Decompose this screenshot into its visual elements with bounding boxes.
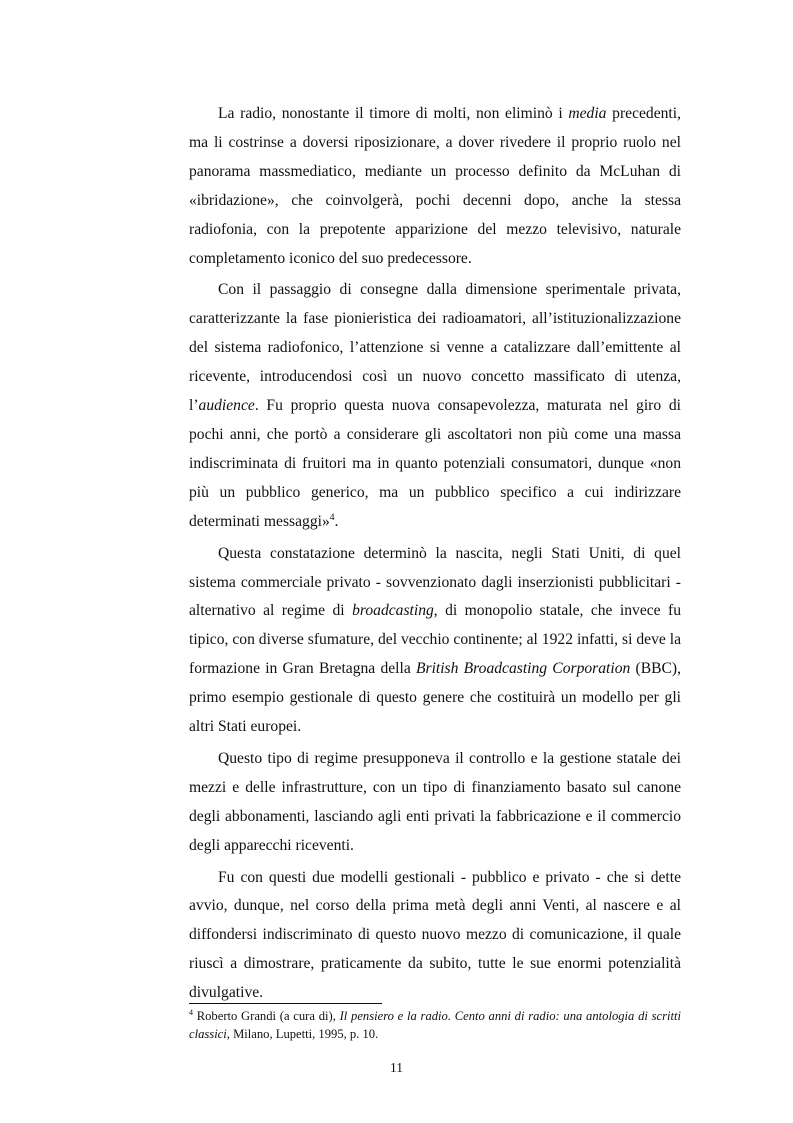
paragraph-3-text-cont: , di monopolio statale, che invece fu tipico, con diverse sfumature, del vecchio continente; al 1922 infatti, si deve la formazione in Gran Bretagna della xyxy=(189,602,681,678)
footnote-title: Il pensiero e la radio. Cento anni di radio: una antologia di scritti classici xyxy=(189,1009,682,1041)
paragraph-3-text: Questa constatazione determinò la nascita, negli Stati Uniti, di quel sistema commerciale privato - sovvenzionato dagli inserzionisti pubblicitari - alternativo al regime di xyxy=(189,544,681,620)
body-text xyxy=(189,100,681,1008)
paragraph-2-end: . xyxy=(334,512,339,530)
footnote-separator xyxy=(189,1003,382,1004)
footnote-text: Roberto Grandi (a cura di), xyxy=(193,1009,340,1023)
footnote-text-end: , Milano, Lupetti, 1995, p. 10. xyxy=(226,1026,379,1041)
italic-term-audience: audience xyxy=(198,397,255,415)
footnote-marker: 4 xyxy=(189,1007,193,1017)
paragraph-1-text-cont: precedenti, ma li costrinse a doversi riposizionare, a dover rivedere il proprio ruolo nel panorama massmediatico, mediante un processo definito da McLuhan di «ibridazione», che coinvolgerà, pochi decenni dopo, anche la stessa radiofonia, con la prepotente apparizione del mezzo televisivo, naturale completamento iconico del suo predecessore. xyxy=(189,105,681,267)
footnote-reference: 4 xyxy=(329,512,335,523)
italic-term-media: media xyxy=(568,105,607,122)
paragraph-4-text: Questo tipo di regime presupponeva il controllo e la gestione statale dei mezzi e delle infrastrutture, con un tipo di finanziamento basato sul canone degli abbonamenti, lasciando agli enti privati la fabbricazione e il commercio degli apparecchi riceventi. xyxy=(189,749,681,854)
paragraph-2-text: Con il passaggio di consegne dalla dimensione sperimentale privata, caratterizzante la fase pionieristica dei radioamatori, all’istituzionalizzazione del sistema radiofonico, l’attenzione si venne a catalizzare dall’emittente al ricevente, introducendosi così un nuovo concetto massificato di utenza, l’ xyxy=(189,281,681,415)
paragraph-2-text-cont: . Fu proprio questa nuova consapevolezza, maturata nel giro di pochi anni, che portò a considerare gli ascoltatori non più come una massa indiscriminata di fruitori ma in quanto potenziali consumatori, dunque «non più un pubblico generico, ma un pubblico specifico a cui indirizzare determinati messaggi» xyxy=(189,397,681,530)
paragraph-1-text: La radio, nonostante il timore di molti, non eliminò i xyxy=(218,105,569,122)
paragraph-5-text: Fu con questi due modelli gestionali - pubblico e privato - che si dette avvio, dunque, nel corso della prima metà degli anni Venti, al nascere e al diffondersi indiscriminato di questo nuovo mezzo di comunicazione, il quale riuscì a dimostrare, praticamente da subito, tutte le sue enormi potenzialità divulgative. xyxy=(189,868,681,1002)
page-number: 11 xyxy=(390,1060,403,1075)
paragraph-3 xyxy=(189,540,681,742)
paragraph-2 xyxy=(189,276,681,536)
italic-term-broadcasting: broadcasting xyxy=(352,602,434,620)
italic-term-bbc: British Broadcasting Corporation xyxy=(415,660,631,678)
paragraph-5 xyxy=(189,864,681,1009)
paragraph-3-end: (BBC), primo esempio gestionale di questo genere che costituirà un modello per gli altri Stati europei. xyxy=(189,660,681,736)
paragraph-1 xyxy=(189,100,681,273)
footnote xyxy=(189,1008,681,1043)
paragraph-4 xyxy=(189,745,681,861)
